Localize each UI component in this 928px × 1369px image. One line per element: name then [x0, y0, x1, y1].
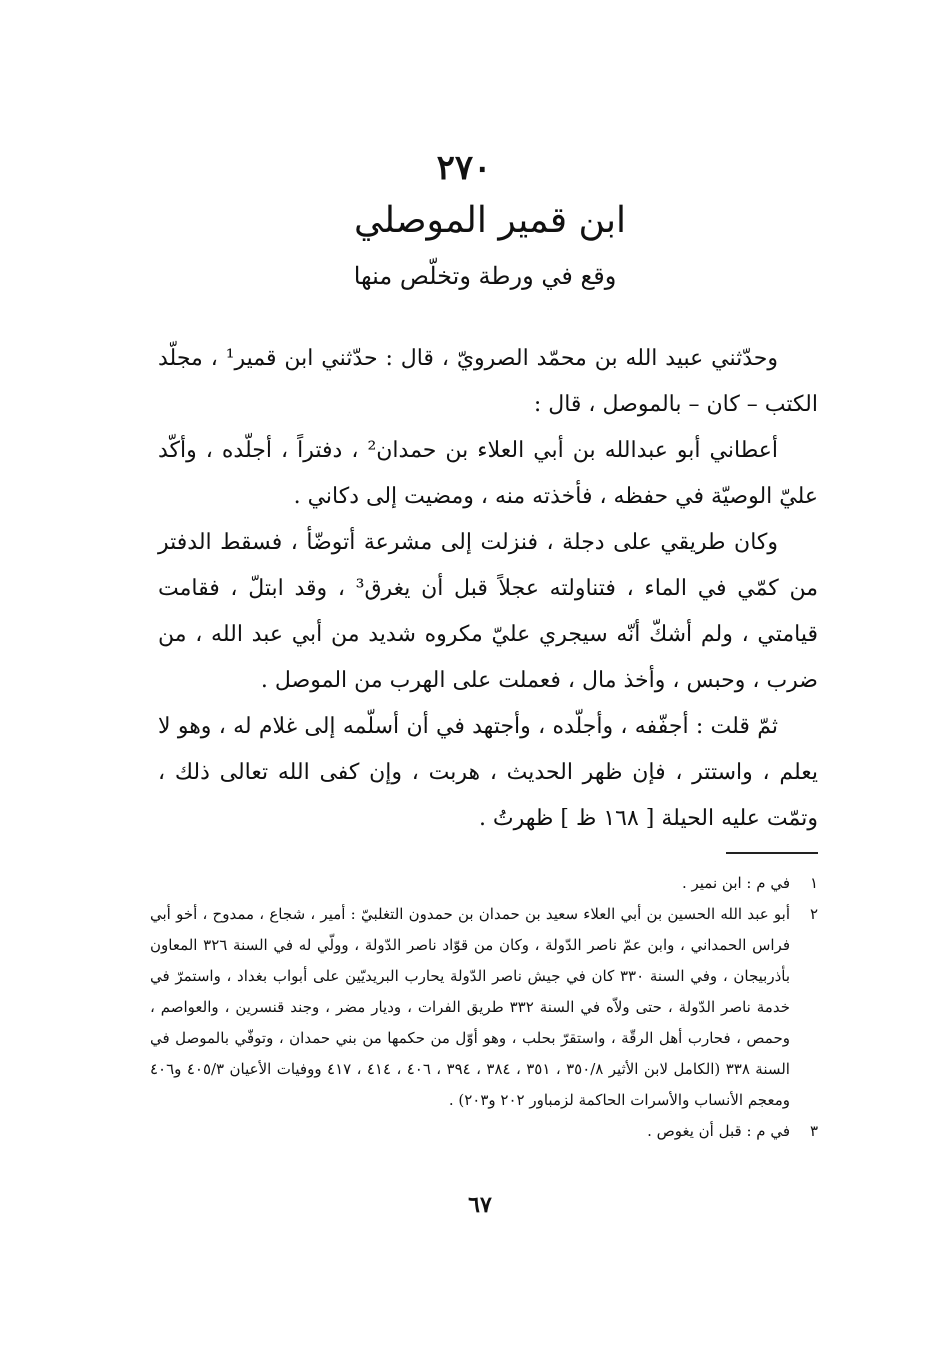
paragraph: أعطاني أبو عبدالله بن أبي العلاء بن حمدان² ، دفتراً ، أجلّده ، وأكّد عليّ الوصيّة في حفظه ، فأخذته منه ، ومضيت إلى دكاني . — [158, 438, 818, 509]
paragraph: وحدّثني عبيد الله بن محمّد الصرويّ ، قال : حدّثني ابن قمير¹ ، مجلّد الكتب – كان – بالموصل ، قال : — [158, 346, 818, 417]
footnotes — [150, 868, 822, 1147]
footnote — [150, 899, 822, 1116]
footnote-text: في م : قبل أن يغوص . — [647, 1122, 790, 1140]
footnote-number: ٢ — [809, 905, 818, 923]
footnote-text: أبو عبد الله الحسين بن أبي العلاء سعيد بن حمدان بن حمدون التغلبيّ : أمير ، شجاع ، ممدوح ، أخو أبي فراس الحمداني ، وابن عمّ ناصر الدّولة ، وكان من قوّاد ناصر الدّولة ، وولّي له في السنة ٣٢٦ المعاون بأذربيجان ، وفي السنة ٣٣٠ كان في جيش ناصر الدّولة يحارب البريديّين على أبواب بغداد ، واستمرّ في خدمة ناصر الدّولة ، حتى ولاّه في السنة ٣٣٢ طريق الفرات ، وديار مضر ، وجند قنسرين ، والعواصم ، وحمص ، فحارب أهل الرقّة ، واستقرّ بحلب ، وهو أوّل من حكمها من بني حمدان ، وتوفّي بالموصل في السنة ٣٣٨ (الكامل لابن الأثير ٣٥٠/٨ ، ٣٥١ ، ٣٨٤ ، ٣٩٤ ، ٤٠٦ ، ٤١٤ ، ٤١٧ ووفيات الأعيان ٤٠٥/٣ و٤٠٦ ومعجم الأنساب والأسرات الحاكمة لزمباور ٢٠٢ و٢٠٣) . — [150, 905, 791, 1109]
footnote-number: ٣ — [809, 1122, 818, 1140]
story-title: ابن قمير الموصلي — [354, 200, 626, 241]
footnote — [150, 1116, 822, 1147]
paragraph: ثمّ قلت : أجفّفه ، وأجلّده ، وأجتهد في أن أسلّمه إلى غلام له ، وهو لا يعلم ، واستتر ، فإن ظهر الحديث ، هربت ، وإن كفى الله تعالى ذلك ، وتمّت عليه الحيلة [ ١٦٨ ظ ] ظهرتُ . — [158, 714, 818, 831]
footnote-divider — [726, 852, 818, 854]
page-number: ٦٧ — [468, 1192, 492, 1218]
story-number: ٢٧٠ — [436, 148, 492, 188]
footnote-number: ١ — [809, 874, 818, 892]
footnote — [150, 868, 822, 899]
story-body — [158, 336, 818, 842]
story-subtitle: وقع في ورطة وتخلّص منها — [353, 262, 617, 290]
paragraph: وكان طريقي على دجلة ، فنزلت إلى مشرعة أتوضّأ ، فسقط الدفتر من كمّي في الماء ، فتناولته عجلاً قبل أن يغرق³ ، وقد ابتلّ ، فقامت قيامتي ، ولم أشكّ أنّه سيجري عليّ مكروه شديد من أبي عبد الله ، من ضرب ، وحبس ، وأخذ مال ، فعملت على الهرب من الموصل . — [158, 530, 818, 693]
footnote-text: في م : ابن نمير . — [681, 874, 790, 892]
